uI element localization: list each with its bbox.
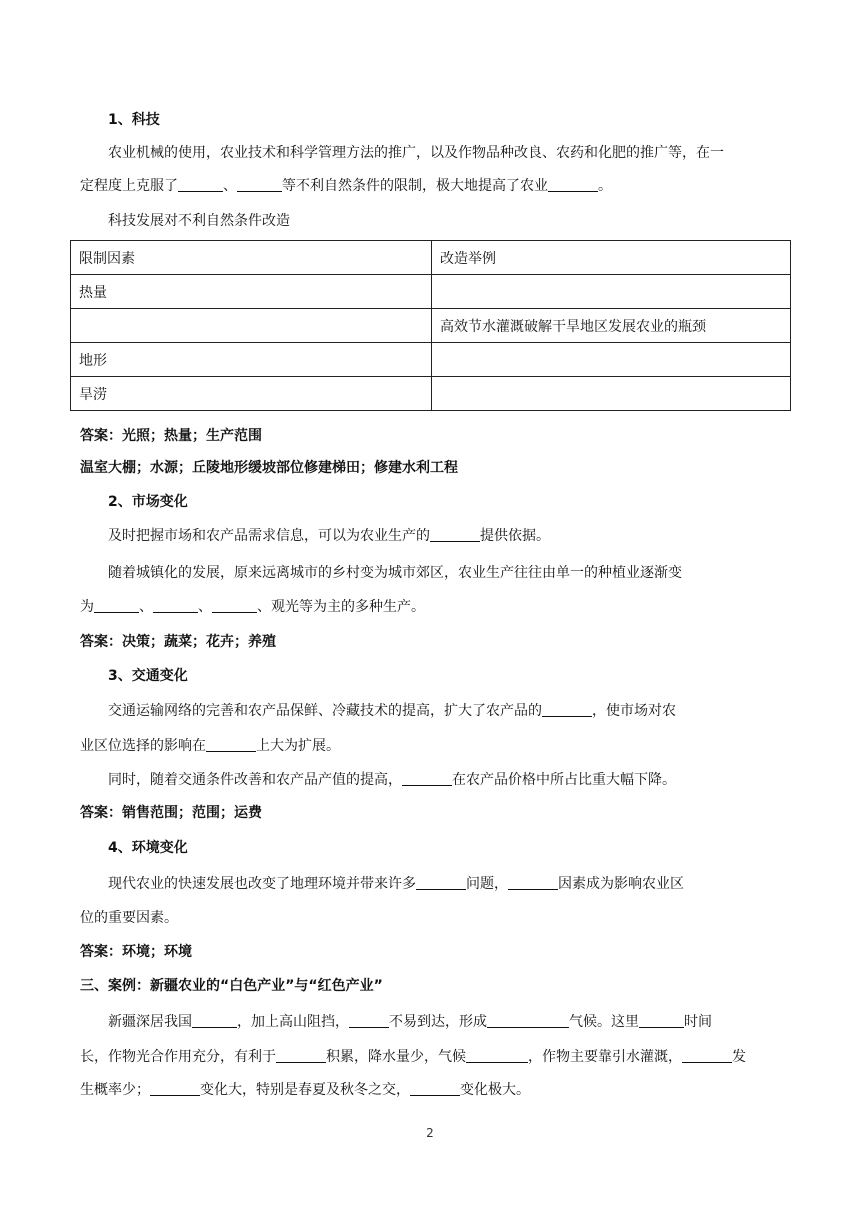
fill-blank[interactable]: [508, 875, 558, 890]
fill-blank[interactable]: [94, 598, 139, 613]
paragraph-line: [108, 770, 676, 790]
paragraph-line: 农业机械的使用，农业技术和科学管理方法的推广，以及作物品种改良、农药和化肥的推广等，在一: [108, 145, 724, 161]
text-run: ，作物主要靠引水灌溉，: [528, 1049, 682, 1065]
text-run: 时间: [684, 1014, 712, 1030]
text-run: ，加上高山阻挡，: [237, 1014, 349, 1030]
text-run: 、: [223, 178, 237, 194]
text-run: 业区位选择的影响在: [80, 738, 206, 754]
paragraph-line: [80, 1047, 746, 1067]
table-cell: 高效节水灌溉破解干旱地区发展农业的瓶颈: [432, 309, 791, 343]
fill-blank[interactable]: [150, 1081, 200, 1096]
answer-line: 答案：决策；蔬菜；花卉；养殖: [80, 634, 276, 650]
table-cell: [432, 377, 791, 411]
text-run: 提供依据。: [480, 528, 550, 544]
text-run: 上大为扩展。: [256, 738, 340, 754]
text-run: 及时把握市场和农产品需求信息，可以为农业生产的: [108, 528, 430, 544]
fill-blank[interactable]: [542, 702, 592, 717]
text-run: 等不利自然条件的限制，极大地提高了农业: [282, 178, 548, 194]
paragraph-line: [108, 874, 684, 894]
text-run: 现代农业的快速发展也改变了地理环境并带来许多: [108, 876, 416, 892]
text-run: 变化大，特别是春夏及秋冬之交，: [200, 1082, 410, 1098]
text-run: 生概率少；: [80, 1082, 150, 1098]
text-run: 不易到达，形成: [389, 1014, 487, 1030]
text-run: 在农产品价格中所占比重大幅下降。: [452, 772, 676, 788]
answer-line: 温室大棚；水源；丘陵地形缓坡部位修建梯田；修建水利工程: [80, 460, 458, 476]
fill-blank[interactable]: [153, 598, 198, 613]
section-heading-market: 2、市场变化: [108, 494, 188, 510]
answer-line: 答案：销售范围；范围；运费: [80, 805, 262, 821]
paragraph-line: 随着城镇化的发展，原来远离城市的乡村变为城市郊区，农业生产往往由单一的种植业逐渐变: [108, 565, 682, 581]
fill-blank[interactable]: [276, 1048, 326, 1063]
text-run: 发: [732, 1049, 746, 1065]
fill-blank[interactable]: [402, 771, 452, 786]
fill-blank[interactable]: [192, 1013, 237, 1028]
paragraph-line: [108, 701, 676, 721]
text-run: 长，作物光合作用充分，有利于: [80, 1049, 276, 1065]
fill-blank[interactable]: [410, 1081, 460, 1096]
fill-blank[interactable]: [430, 527, 480, 542]
table-header-cell: 限制因素: [71, 241, 432, 275]
paragraph-line: [108, 1012, 712, 1032]
text-run: 、观光等为主的多种生产。: [257, 599, 425, 615]
fill-blank[interactable]: [487, 1013, 569, 1028]
table-row: [71, 309, 791, 343]
table-row: [71, 275, 791, 309]
table-row: [71, 343, 791, 377]
text-run: 、: [198, 599, 212, 615]
fill-blank[interactable]: [682, 1048, 732, 1063]
table-cell: [432, 275, 791, 309]
page-number: 2: [426, 1126, 434, 1140]
paragraph-line: 位的重要因素。: [80, 910, 178, 926]
text-run: 。: [598, 178, 612, 194]
paragraph-line: [80, 1080, 530, 1100]
text-run: 、: [139, 599, 153, 615]
paragraph-line: [80, 736, 340, 756]
table-header-cell: 改造举例: [432, 241, 791, 275]
section-heading-tech: 1、科技: [108, 112, 160, 128]
fill-blank[interactable]: [466, 1048, 528, 1063]
table-row: [71, 377, 791, 411]
table-cell: 热量: [71, 275, 432, 309]
fill-blank[interactable]: [416, 875, 466, 890]
section-heading-transport: 3、交通变化: [108, 668, 188, 684]
table-cell: [71, 309, 432, 343]
text-run: 因素成为影响农业区: [558, 876, 684, 892]
fill-blank[interactable]: [639, 1013, 684, 1028]
text-run: ，使市场对农: [592, 703, 676, 719]
text-run: 交通运输网络的完善和农产品保鲜、冷藏技术的提高，扩大了农产品的: [108, 703, 542, 719]
reform-table: [70, 240, 791, 411]
text-run: 气候。这里: [569, 1014, 639, 1030]
paragraph-line: [80, 176, 612, 196]
fill-blank[interactable]: [548, 177, 598, 192]
section-heading-environment: 4、环境变化: [108, 840, 188, 856]
fill-blank[interactable]: [237, 177, 282, 192]
answer-line: 答案：光照；热量；生产范围: [80, 428, 262, 444]
answer-line: 答案：环境；环境: [80, 944, 192, 960]
text-run: 变化极大。: [460, 1082, 530, 1098]
paragraph-line: [108, 526, 550, 546]
fill-blank[interactable]: [206, 737, 256, 752]
fill-blank[interactable]: [178, 177, 223, 192]
text-run: 新疆深居我国: [108, 1014, 192, 1030]
table-header-row: [71, 241, 791, 275]
text-run: 同时，随着交通条件改善和农产品产值的提高，: [108, 772, 402, 788]
fill-blank[interactable]: [212, 598, 257, 613]
text-run: 为: [80, 599, 94, 615]
table-cell: [432, 343, 791, 377]
fill-blank[interactable]: [349, 1013, 389, 1028]
table-caption: 科技发展对不利自然条件改造: [108, 213, 290, 229]
text-run: 问题，: [466, 876, 508, 892]
table-cell: 旱涝: [71, 377, 432, 411]
text-run: 定程度上克服了: [80, 178, 178, 194]
paragraph-line: [80, 597, 425, 617]
section-heading-xinjiang: 三、案例：新疆农业的“白色产业”与“红色产业”: [80, 978, 383, 994]
table-cell: 地形: [71, 343, 432, 377]
text-run: 积累，降水量少，气候: [326, 1049, 466, 1065]
